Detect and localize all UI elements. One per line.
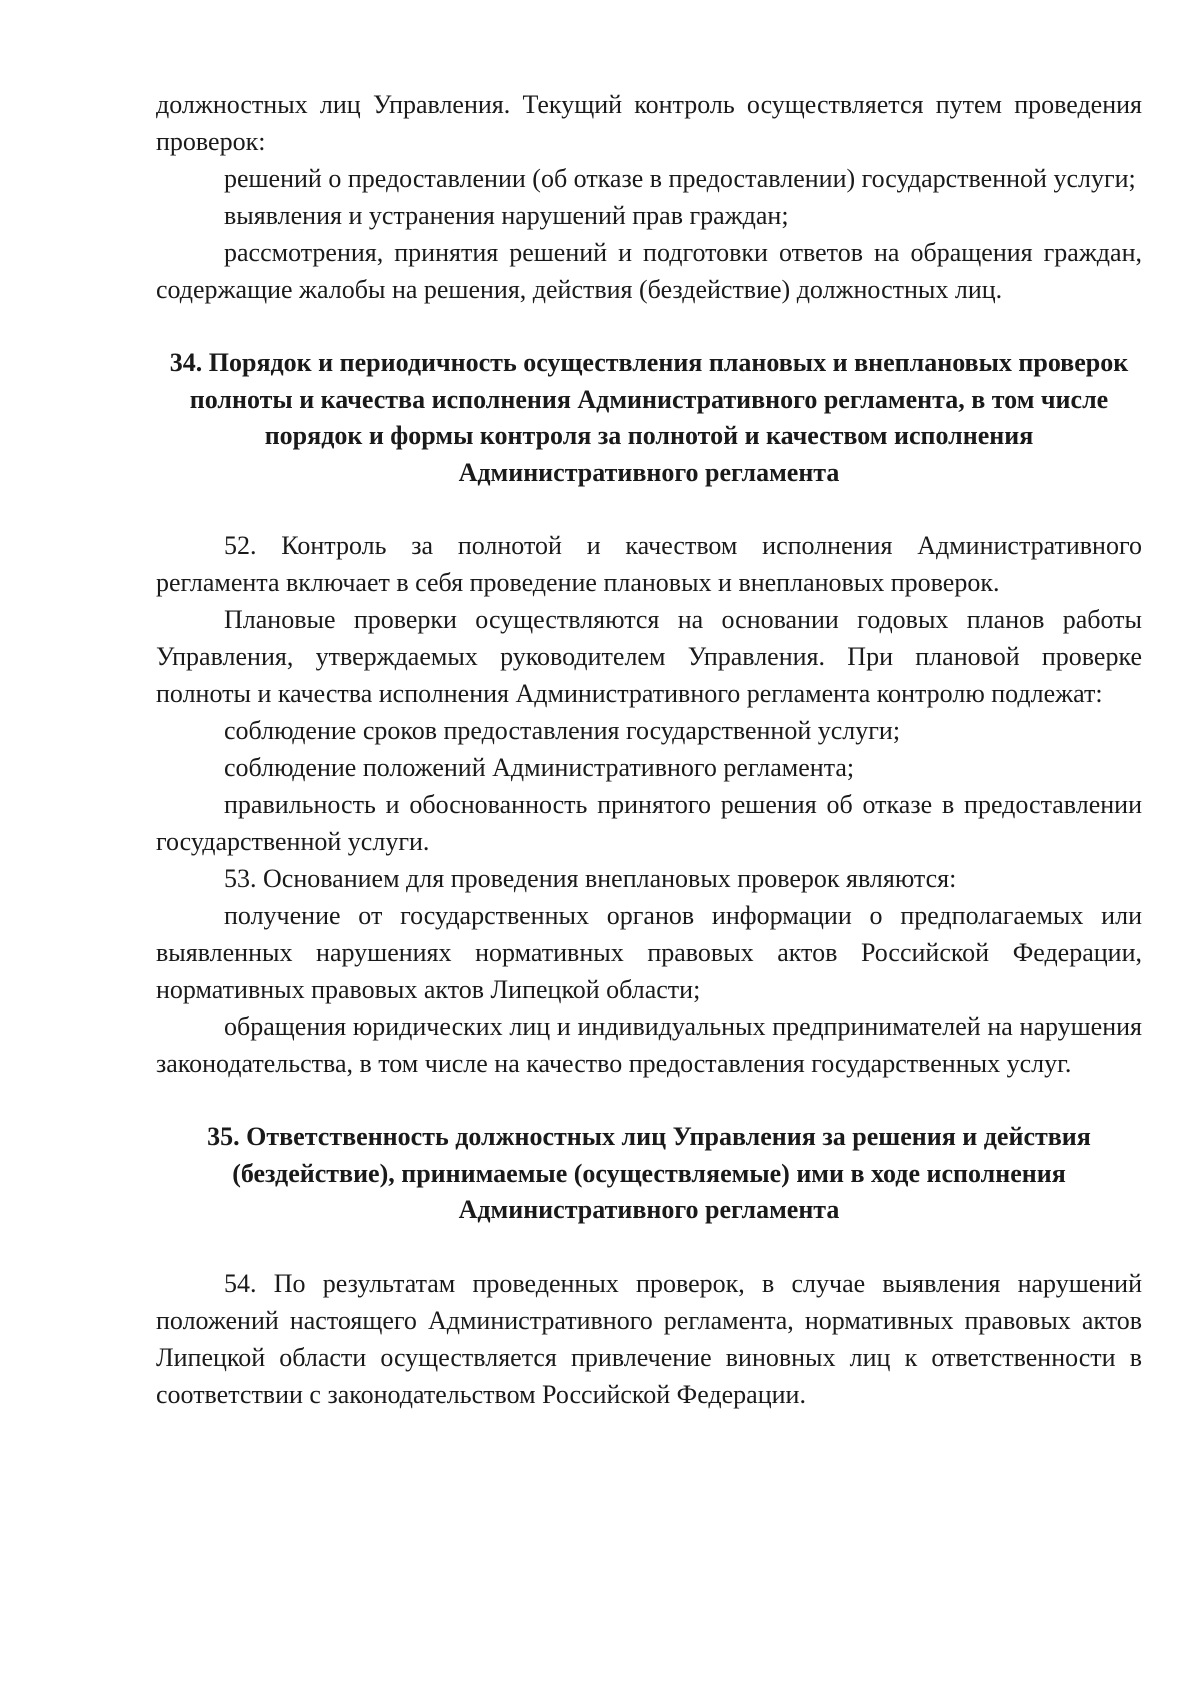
document-body xyxy=(156,86,1142,1413)
section-heading-34 xyxy=(156,345,1142,491)
paragraph-54: 54. По результатам проведенных проверок, в случае выявления нарушений положений настоящего Административного регламента, нормативных правовых актов Липецкой области осуществляется привлечение виновных лиц к ответственности в соответствии с законодательством Российской Федерации. xyxy=(156,1268,1142,1409)
paragraph-intro: должностных лиц Управления. Текущий контроль осуществляется путем проведения проверок: xyxy=(156,90,1142,156)
paragraph-terms: соблюдение сроков предоставления государственной услуги; xyxy=(224,716,901,745)
paragraph-info: получение от государственных органов информации о предполагаемых или выявленных нарушениях нормативных правовых актов Российской Федерации, нормативных правовых актов Липецкой области; xyxy=(156,901,1142,1004)
section-heading-35-text: 35. Ответственность должностных лиц Управления за решения и действия (бездействие), принимаемые (осуществляемые) ими в ходе исполнения Административного регламента xyxy=(207,1122,1091,1224)
paragraph-provisions: соблюдение положений Административного регламента; xyxy=(224,753,855,782)
paragraph-legal-entities: обращения юридических лиц и индивидуальных предпринимателей на нарушения законодательства, в том числе на качество предоставления государственных услуг. xyxy=(156,1012,1142,1078)
paragraph-appeals: рассмотрения, принятия решений и подготовки ответов на обращения граждан, содержащие жалобы на решения, действия (бездействие) должностных лиц. xyxy=(156,238,1142,304)
paragraph-decisions: решений о предоставлении (об отказе в предоставлении) государственной услуги; xyxy=(224,164,1136,193)
paragraph-52: 52. Контроль за полнотой и качеством исполнения Административного регламента включает в себя проведение плановых и внеплановых проверок. xyxy=(156,531,1142,597)
paragraph-violations: выявления и устранения нарушений прав граждан; xyxy=(224,201,789,230)
section-heading-34-text: 34. Порядок и периодичность осуществления плановых и внеплановых проверок полноты и качества исполнения Административного регламента, в том числе порядок и формы контроля за полнотой и качеством исполнения Административного регламента xyxy=(169,348,1129,487)
paragraph-correctness: правильность и обоснованность принятого решения об отказе в предоставлении государственной услуги. xyxy=(156,790,1142,856)
paragraph-53: 53. Основанием для проведения внеплановых проверок являются: xyxy=(224,864,957,893)
paragraph-planned-checks: Плановые проверки осуществляются на основании годовых планов работы Управления, утверждаемых руководителем Управления. При плановой проверке полноты и качества исполнения Административного регламента контролю подлежат: xyxy=(156,605,1142,708)
section-heading-35 xyxy=(156,1119,1142,1229)
